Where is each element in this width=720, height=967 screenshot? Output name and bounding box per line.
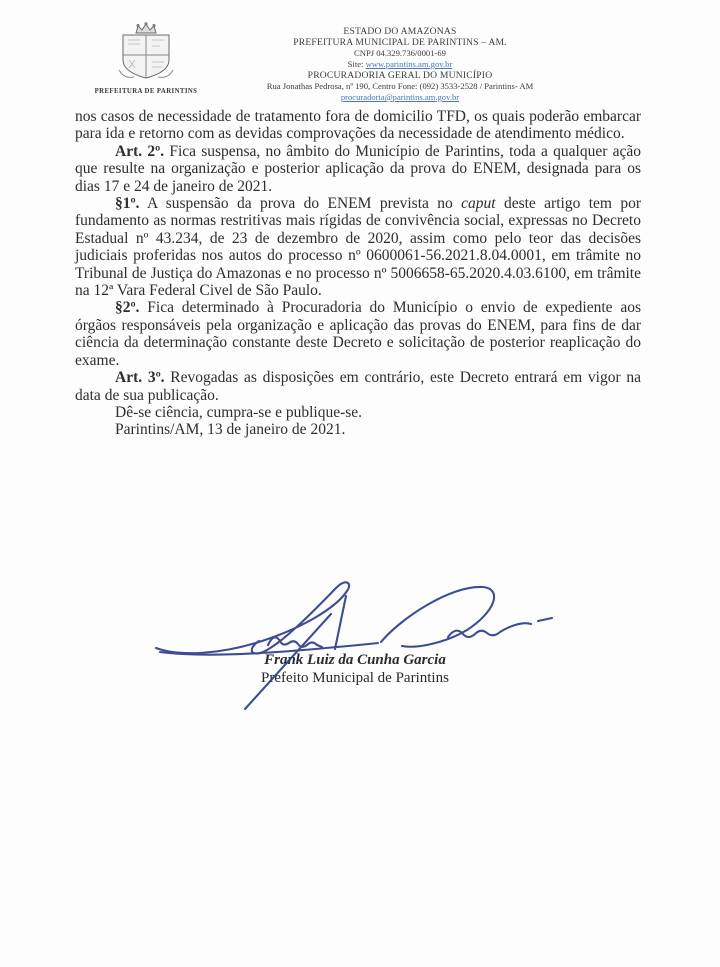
cnpj-number: CNPJ 04.329.736/0001-69: [354, 48, 446, 58]
site-label: Site:: [347, 59, 364, 69]
paragraph-2: [75, 299, 641, 369]
article-2-label: Art. 2º.: [115, 142, 165, 160]
paragraph-1-text-a: A suspensão da prova do ENEM prevista no: [139, 195, 462, 213]
municipality-name: PREFEITURA MUNICIPAL DE PARINTINS – AM.: [293, 37, 507, 48]
site-link[interactable]: www.parintins.am.gov.br: [365, 59, 453, 69]
letterhead: [170, 26, 630, 103]
crest-caption: PREFEITURA DE PARINTINS: [94, 88, 198, 95]
paragraph-1-label: §1º.: [115, 195, 140, 213]
article-2-text: Fica suspensa, no âmbito do Município de Parintins, toda a qualquer ação que resulte na organização e posterior aplicação da prova do ENEM, designada para os dias 17 e 24 de janeiro de 2021.: [75, 142, 641, 195]
state-name: ESTADO DO AMAZONAS: [343, 26, 457, 37]
paragraph-2-label: §2º.: [115, 299, 140, 317]
article-3: [75, 369, 641, 404]
caput-term: caput: [461, 195, 496, 213]
article-2: [75, 143, 641, 195]
paragraph-2-text: Fica determinado à Procuradoria do Município o envio de expediente aos órgãos responsáveis pela organização e aplicação das provas do ENEM, para fins de dar ciência da determinação constante deste Decreto e solicitação de posterior reaplicação do exame.: [75, 299, 641, 369]
closing-formula: Dê-se ciência, cumpra-se e publique-se.: [115, 403, 363, 421]
signature-block: [150, 578, 560, 708]
address-line: Rua Jonathas Pedrosa, nº 190, Centro Fone: (092) 3533-2528 / Parintins- AM: [266, 81, 534, 91]
article-3-label: Art. 3º.: [115, 369, 165, 387]
paragraph-1: [75, 195, 641, 299]
decree-body: [75, 108, 641, 439]
handwritten-signature-icon: [150, 578, 560, 713]
place-and-date: Parintins/AM, 13 de janeiro de 2021.: [115, 421, 346, 439]
article-3-text: Revogadas as disposições em contrário, este Decreto entrará em vigor na data de sua publicação.: [75, 369, 641, 404]
department-name: PROCURADORIA GERAL DO MUNICÍPIO: [307, 70, 493, 81]
signer-title: Prefeito Municipal de Parintins: [261, 670, 449, 686]
signer-name: Frank Luiz da Cunha Garcia: [264, 652, 446, 668]
coat-of-arms-icon: [114, 22, 178, 80]
paragraph-1-text-b: deste artigo tem por fundamento as normas restritivas mais rígidas de convivência social, expressas no Decreto Estadual nº 43.234, de 23 de dezembro de 2020, assim como pelo teor das decisões judiciais proferidas nos autos do processo nº 0600061-56.2021.8.04.0001, em trâmite no Tribunal de Justiça do Amazonas e no processo nº 5006658-65.2020.4.03.6100, em trâmite na 12ª Vara Federal Civel de São Paulo.: [75, 195, 641, 300]
article1-continuation: nos casos de necessidade de tratamento fora de domicilio TFD, os quais poderão embarcar para ida e retorno com as devidas comprovações da necessidade de atendimento médico.: [75, 108, 641, 143]
site-line: [170, 59, 630, 70]
email-link[interactable]: procuradoria@parintins.am.gov.br: [340, 92, 460, 102]
